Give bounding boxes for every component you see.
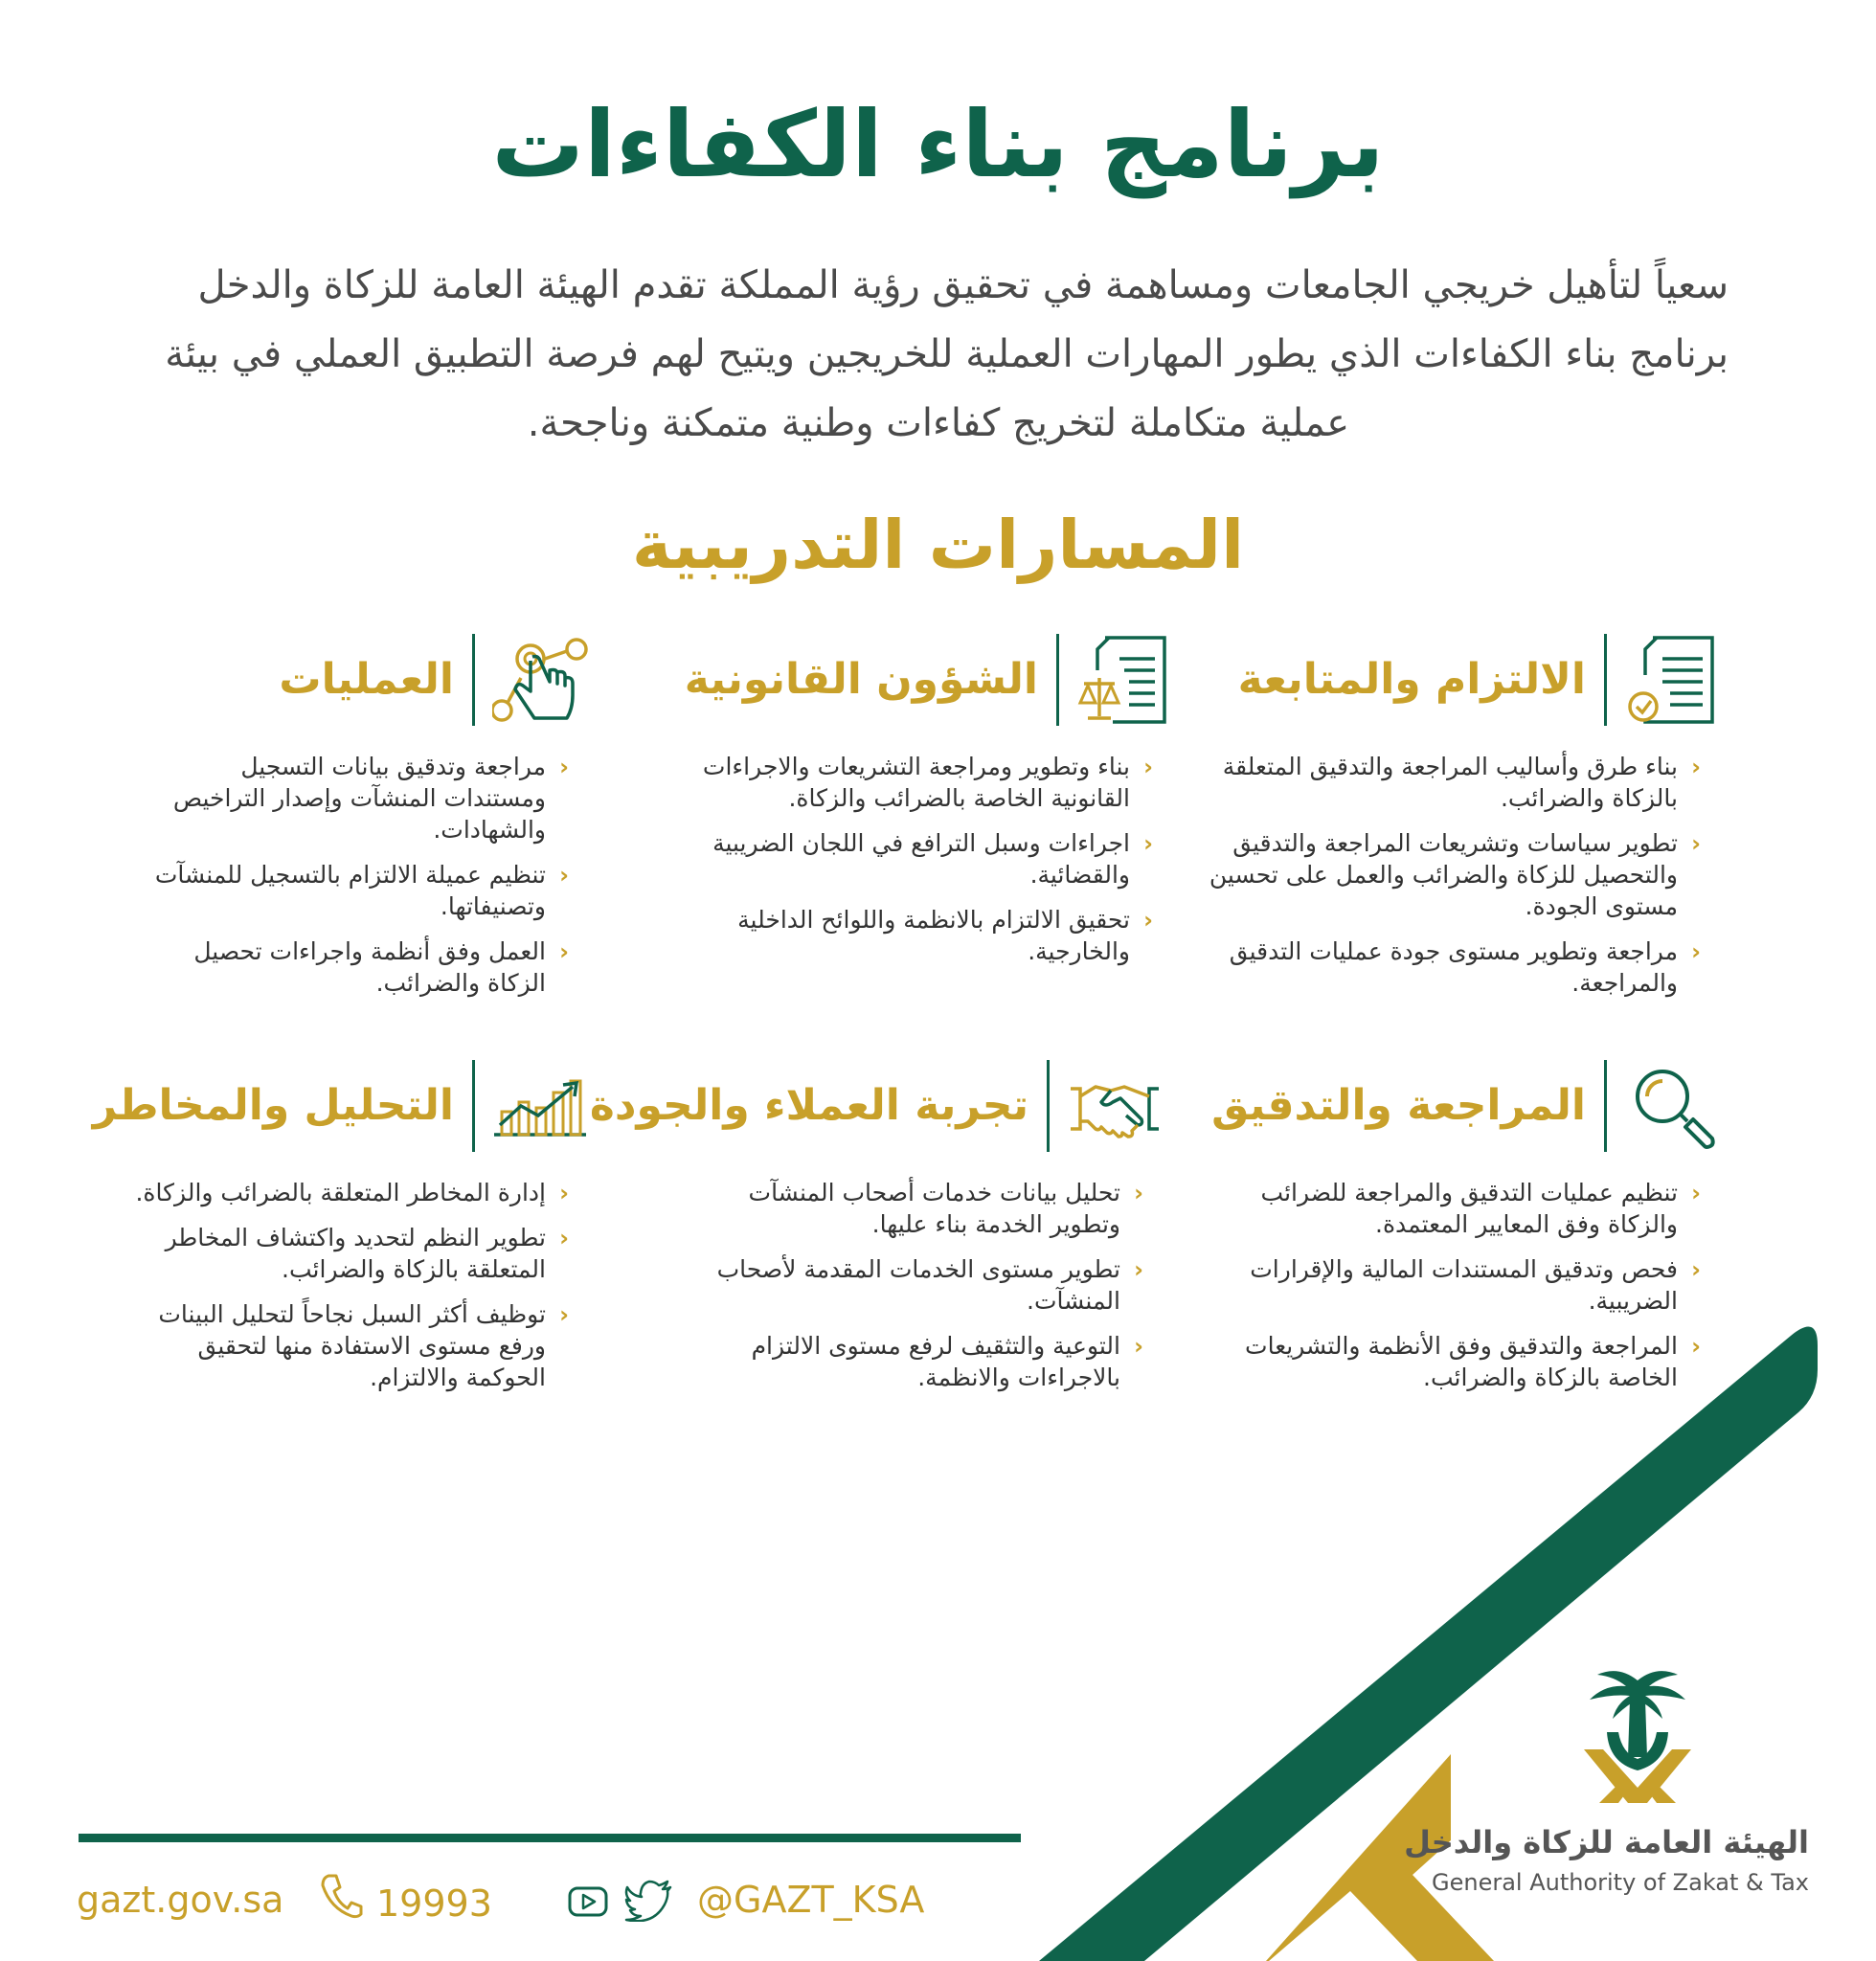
card-divider [1604, 1060, 1607, 1152]
list-item: ‹ تطوير سياسات وتشريعات المراجعة والتدقيق والتحصيل للزكاة والضرائب والعمل على تحسين مستوى الجودة. [1209, 829, 1701, 920]
card-divider [472, 1060, 475, 1152]
chevron-icon: ‹ [1134, 1180, 1143, 1206]
track-items [1184, 1177, 1720, 1393]
list-item: ‹ اجراءات وسبل الترافع في اللجان الضريبية والقضائية. [712, 829, 1153, 889]
youtube-icon[interactable] [567, 1884, 609, 1919]
chevron-icon: ‹ [1143, 907, 1153, 934]
list-item: ‹ المراجعة والتدقيق وفق الأنظمة والتشريعات الخاصة بالزكاة والضرائب. [1245, 1332, 1701, 1391]
hand-click-network-icon [492, 632, 588, 728]
magnifier-icon [1624, 1058, 1720, 1154]
track-items [138, 751, 588, 999]
track-title: المراجعة والتدقيق [1211, 1081, 1586, 1130]
chevron-icon: ‹ [1143, 754, 1153, 780]
list-item: ‹ تنظيم عمليات التدقيق والمراجعة للضرائب والزكاة وفق المعايير المعتمدة. [1260, 1179, 1701, 1238]
section-title: المسارات التدريبية [631, 506, 1245, 584]
chevron-icon: ‹ [1691, 830, 1701, 857]
list-item: ‹ العمل وفق أنظمة واجراءات تحصيل الزكاة والضرائب. [193, 937, 569, 997]
track-title: الالتزام والمتابعة [1237, 655, 1586, 704]
chevron-icon: ‹ [1134, 1333, 1143, 1360]
website-link[interactable]: gazt.gov.sa [77, 1879, 284, 1921]
chevron-icon: ‹ [1691, 754, 1701, 780]
list-item: ‹ تطوير مستوى الخدمات المقدمة لأصحاب المنشآت. [716, 1255, 1143, 1315]
track-title: العمليات [279, 655, 454, 704]
chevron-icon: ‹ [1691, 1256, 1701, 1283]
track-card-risk [92, 1058, 588, 1407]
list-item: ‹ تحليل بيانات خدمات أصحاب المنشآت وتطوير الخدمة بناء عليها. [748, 1179, 1143, 1238]
footer-divider [79, 1834, 1021, 1842]
phone-number[interactable]: 19993 [376, 1882, 492, 1925]
list-item: ‹ فحص وتدقيق المستندات المالية والإقرارات الضريبية. [1250, 1255, 1701, 1315]
track-items [1203, 751, 1720, 999]
track-title: تجربة العملاء والجودة [589, 1081, 1028, 1130]
track-card-operations [138, 632, 588, 1012]
bar-chart-trend-icon [492, 1058, 588, 1154]
twitter-icon[interactable] [624, 1880, 674, 1922]
chevron-icon: ‹ [1691, 1180, 1701, 1206]
list-item: ‹ التوعية والتثقيف لرفع مستوى الالتزام بالاجراءات والانظمة. [751, 1332, 1143, 1391]
list-item: ‹ تطوير النظم لتحديد واكتشاف المخاطر المتعلقة بالزكاة والضرائب. [165, 1224, 569, 1283]
list-item: ‹ تنظيم عميلة الالتزام بالتسجيل للمنشآت وتصنيفاتها. [154, 861, 569, 920]
track-card-customer [589, 1058, 1163, 1407]
track-items [684, 1177, 1163, 1393]
chevron-icon: ‹ [559, 754, 569, 780]
logo-name-arabic: الهيئة العامة للزكاة والدخل [1404, 1824, 1809, 1860]
track-card-legal [684, 632, 1172, 980]
phone-icon [319, 1872, 363, 1920]
card-divider [1047, 1060, 1050, 1152]
intro-line: عملية متكاملة لتخريج كفاءات وطنية متمكنة وناجحة. [527, 401, 1350, 445]
social-handle[interactable]: @GAZT_KSA [697, 1879, 925, 1921]
track-title: التحليل والمخاطر [92, 1081, 454, 1130]
palm-swords-emblem-icon [1571, 1661, 1705, 1814]
list-item: ‹ بناء وتطوير ومراجعة التشريعات والاجراءات القانونية الخاصة بالضرائب والزكاة. [702, 753, 1153, 812]
card-divider [1056, 634, 1059, 726]
track-card-audit [1184, 1058, 1720, 1407]
chevron-icon: ‹ [1691, 938, 1701, 965]
chevron-icon: ‹ [1143, 830, 1153, 857]
track-card-compliance [1203, 632, 1720, 1012]
list-item: ‹ بناء طرق وأساليب المراجعة والتدقيق المتعلقة بالزكاة والضرائب. [1222, 753, 1701, 812]
track-title: الشؤون القانونية [684, 655, 1038, 704]
card-divider [472, 634, 475, 726]
logo-name-english: General Authority of Zakat & Tax [1432, 1869, 1809, 1896]
chevron-icon: ‹ [559, 1225, 569, 1251]
list-item: ‹ مراجعة وتدقيق بيانات التسجيل ومستندات المنشآت وإصدار التراخيص والشهادات. [172, 753, 569, 844]
list-item: ‹ تحقيق الالتزام بالانظمة واللوائح الداخلية والخارجية. [737, 906, 1153, 965]
chevron-icon: ‹ [559, 862, 569, 889]
chevron-icon: ‹ [559, 938, 569, 965]
legal-document-scales-icon [1076, 632, 1172, 728]
intro-line: سعياً لتأهيل خريجي الجامعات ومساهمة في تحقيق رؤية المملكة تقدم الهيئة العامة للزكاة والدخل [197, 263, 1729, 307]
handshake-icon [1067, 1058, 1163, 1154]
chevron-icon: ‹ [1691, 1333, 1701, 1360]
track-items [684, 751, 1172, 967]
track-items [128, 1177, 588, 1393]
list-item: ‹ توظيف أكثر السبل نجاحاً لتحليل البينات ورفع مستوى الاستفادة منها لتحقيق الحوكمة والالتزام. [158, 1300, 569, 1391]
card-divider [1604, 634, 1607, 726]
list-item: ‹ إدارة المخاطر المتعلقة بالضرائب والزكاة. [128, 1177, 569, 1208]
page-title: برنامج بناء الكفاءات [491, 91, 1385, 198]
checklist-icon [1624, 632, 1720, 728]
chevron-icon: ‹ [1134, 1256, 1143, 1283]
chevron-icon: ‹ [559, 1180, 569, 1206]
list-item: ‹ مراجعة وتطوير مستوى جودة عمليات التدقيق والمراجعة. [1229, 937, 1701, 997]
chevron-icon: ‹ [559, 1301, 569, 1328]
intro-line: برنامج بناء الكفاءات الذي يطور المهارات العملية للخريجين ويتيح لهم فرصة التطبيق العملي في بيئة [165, 332, 1729, 376]
intro-paragraph [148, 251, 1729, 458]
